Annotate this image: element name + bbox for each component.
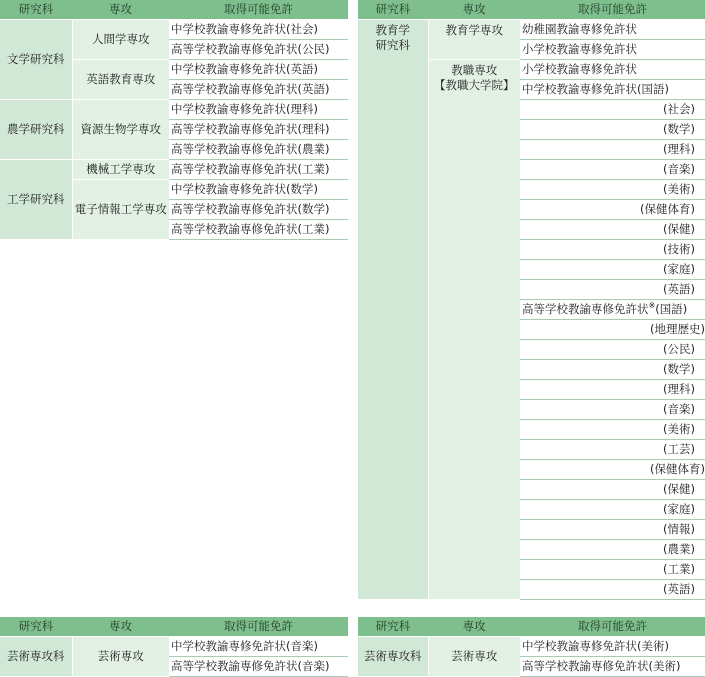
- license-item: 高等学校教諭専修免許状(理科): [169, 120, 348, 140]
- license-subject: (美術): [520, 180, 705, 200]
- kyoikugaku-line2: 研究科: [375, 38, 410, 52]
- license-subject: (技術): [520, 240, 705, 260]
- header-kenkyuka: 研究科: [358, 617, 428, 637]
- senko-shigen: 資源生物学専攻: [72, 100, 169, 160]
- table-row: [358, 637, 705, 657]
- table-row: [358, 20, 705, 40]
- right-license-table: [358, 0, 705, 600]
- kyoshoku-line2: 【教職大学院】: [434, 78, 515, 92]
- kyoikugaku-line1: 教育学: [375, 23, 410, 37]
- license-item: 中学校教諭専修免許状(理科): [169, 100, 348, 120]
- license-item: 高等学校教諭専修免許状(数学): [169, 200, 348, 220]
- table-row: [0, 20, 348, 40]
- license-subject: (音楽): [520, 400, 705, 420]
- header-kenkyuka: 研究科: [0, 0, 72, 20]
- table-header-row: [0, 0, 348, 20]
- table-row: [0, 100, 348, 120]
- table-header-row: [0, 617, 348, 637]
- license-subject: (数学): [520, 120, 705, 140]
- license-item: 高等学校教諭専修免許状(英語): [169, 80, 348, 100]
- license-subject: (美術): [520, 420, 705, 440]
- license-subject: (理科): [520, 380, 705, 400]
- license-item: 小学校教諭専修免許状: [520, 60, 705, 80]
- table-header-row: [358, 0, 705, 20]
- header-senko: 専攻: [72, 0, 169, 20]
- license-subject: (保健): [520, 220, 705, 240]
- license-subject: (数学): [520, 360, 705, 380]
- license-item: 中学校教諭専修免許状(数学): [169, 180, 348, 200]
- header-senko: 専攻: [72, 617, 169, 637]
- license-subject: (保健体育): [520, 200, 705, 220]
- license-item: 幼稚園教諭専修免許状: [520, 20, 705, 40]
- header-kenkyuka: 研究科: [358, 0, 428, 20]
- license-item: 小学校教諭専修免許状: [520, 40, 705, 60]
- header-menkyo: 取得可能免許: [169, 0, 348, 20]
- license-subject: (社会): [520, 100, 705, 120]
- license-subject: (工芸): [520, 440, 705, 460]
- bottom-left-license-table: [0, 617, 348, 677]
- bottom-right-license-table: [358, 617, 705, 677]
- senko-denshi: 電子情報工学専攻: [72, 180, 169, 240]
- kenkyuka-geijutsu: 芸術専攻科: [358, 637, 428, 677]
- senko-geijutsu: 芸術専攻: [428, 637, 520, 677]
- senko-geijutsu: 芸術専攻: [72, 637, 169, 677]
- senko-kikai: 機械工学専攻: [72, 160, 169, 180]
- table-row: [0, 637, 348, 657]
- koto-license-label: 高等学校教諭専修免許状: [522, 302, 649, 316]
- table-row: [0, 160, 348, 180]
- header-menkyo: 取得可能免許: [520, 0, 705, 20]
- header-menkyo: 取得可能免許: [169, 617, 348, 637]
- license-item: 高等学校教諭専修免許状(美術): [520, 657, 705, 677]
- license-item: 中学校教諭専修免許状(国語): [520, 80, 705, 100]
- license-subject: (音楽): [520, 160, 705, 180]
- license-item: 高等学校教諭専修免許状(工業): [169, 160, 348, 180]
- header-kenkyuka: 研究科: [0, 617, 72, 637]
- senko-kyoikugaku: 教育学専攻: [428, 20, 520, 60]
- header-menkyo: 取得可能免許: [520, 617, 705, 637]
- license-item: 中学校教諭専修免許状(音楽): [169, 637, 348, 657]
- kenkyuka-bungaku: 文学研究科: [0, 20, 72, 100]
- table-header-row: [358, 617, 705, 637]
- kyoshoku-line1: 教職専攻: [451, 63, 498, 77]
- license-subject: (保健体育): [520, 460, 705, 480]
- license-item-koto: [520, 300, 705, 320]
- kenkyuka-nogaku: 農学研究科: [0, 100, 72, 160]
- license-item: 中学校教諭専修免許状(美術): [520, 637, 705, 657]
- license-subject: (理科): [520, 140, 705, 160]
- header-senko: 専攻: [428, 0, 520, 20]
- senko-ningen: 人間学専攻: [72, 20, 169, 60]
- kenkyuka-kyoikugaku: [358, 20, 428, 600]
- license-subject: (地理歴史): [520, 320, 705, 340]
- kenkyuka-kogaku: 工学研究科: [0, 160, 72, 240]
- license-item: 中学校教諭専修免許状(英語): [169, 60, 348, 80]
- license-subject: (家庭): [520, 260, 705, 280]
- license-item: 中学校教諭専修免許状(社会): [169, 20, 348, 40]
- license-subject: (公民): [520, 340, 705, 360]
- license-subject: (農業): [520, 540, 705, 560]
- senko-kyoshoku: [428, 60, 520, 600]
- senko-eigo-kyoiku: 英語教育専攻: [72, 60, 169, 100]
- license-item: 高等学校教諭専修免許状(工業): [169, 220, 348, 240]
- license-subject: (英語): [520, 280, 705, 300]
- license-subject: (保健): [520, 480, 705, 500]
- footnote-mark: ※: [648, 301, 656, 311]
- kenkyuka-geijutsu: 芸術専攻科: [0, 637, 72, 677]
- header-senko: 専攻: [428, 617, 520, 637]
- koto-kokugo: (国語): [655, 302, 688, 316]
- left-license-table: [0, 0, 348, 240]
- license-item: 高等学校教諭専修免許状(公民): [169, 40, 348, 60]
- license-subject: (英語): [520, 580, 705, 600]
- license-item: 高等学校教諭専修免許状(音楽): [169, 657, 348, 677]
- license-item: 高等学校教諭専修免許状(農業): [169, 140, 348, 160]
- license-subject: (工業): [520, 560, 705, 580]
- license-subject: (情報): [520, 520, 705, 540]
- license-subject: (家庭): [520, 500, 705, 520]
